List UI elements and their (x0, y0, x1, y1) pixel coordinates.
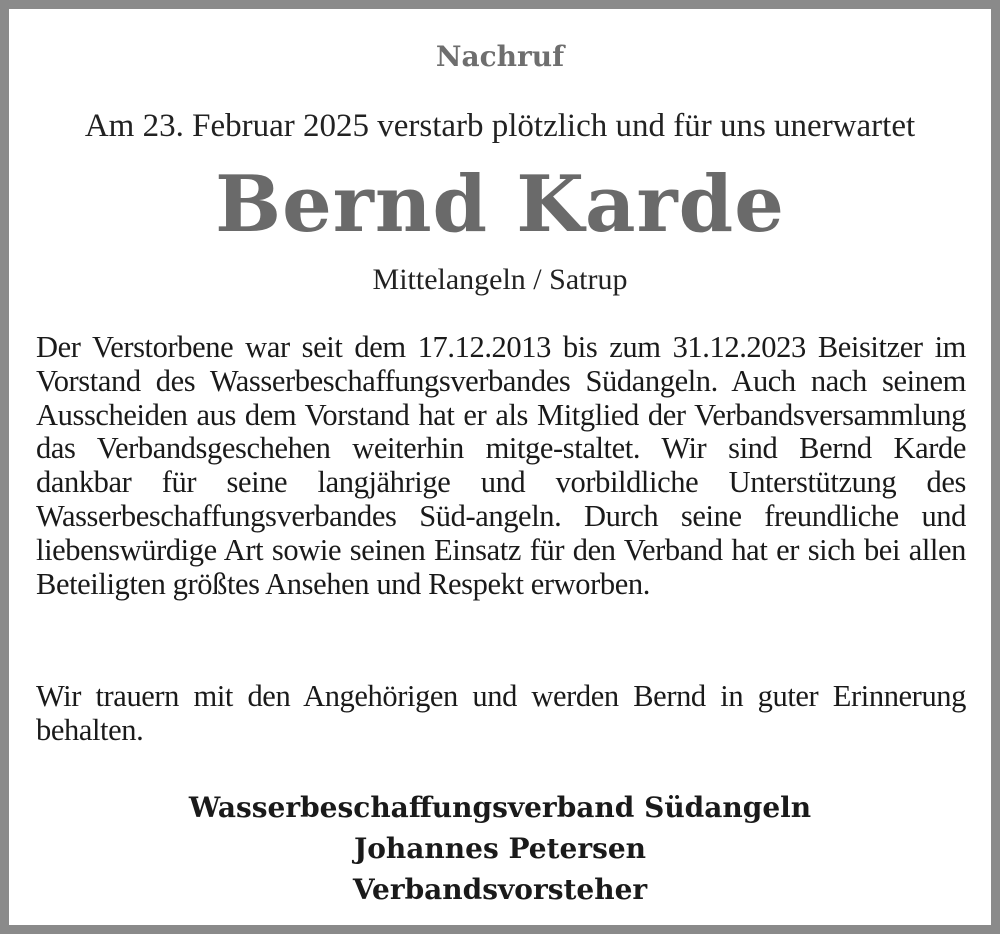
deceased-name: Bernd Karde (215, 159, 785, 250)
signature-person: Johannes Petersen (353, 832, 647, 865)
tribute-paragraph: Der Verstorbene war seit dem 17.12.2013 bis zum 31.12.2023 Beisitzer im Vorstand des Wasserbeschaffungsverbandes Südangeln. Auch nach seinem Ausscheiden aus dem Vorstand hat er als Mitglied der Verbandsversammlung das Verbandsgeschehen weiterhin mitge-staltet. Wir sind Bernd Karde dankbar für seine langjährige und vorbildliche Unterstützung des Wasserbeschaffungsverbandes Süd-angeln. Durch seine freundliche und liebenswürdige Art sowie seinen Einsatz für den Verband hat er sich bei allen Beteiligten größtes Ansehen und Respekt erworben. (36, 330, 966, 601)
notice-content (9, 9, 991, 925)
notice-heading: Nachruf (435, 40, 565, 73)
deceased-place: Mittelangeln / Satrup (372, 263, 628, 296)
mourning-paragraph: Wir trauern mit den Angehörigen und werden Bernd in guter Erinnerung behalten. (36, 679, 966, 747)
signature-role: Verbandsvorsteher (352, 873, 648, 906)
signature-organization: Wasserbeschaffungsverband Südangeln (188, 791, 812, 824)
intro-line: Am 23. Februar 2025 verstarb plötzlich und für uns unerwartet (84, 108, 916, 144)
